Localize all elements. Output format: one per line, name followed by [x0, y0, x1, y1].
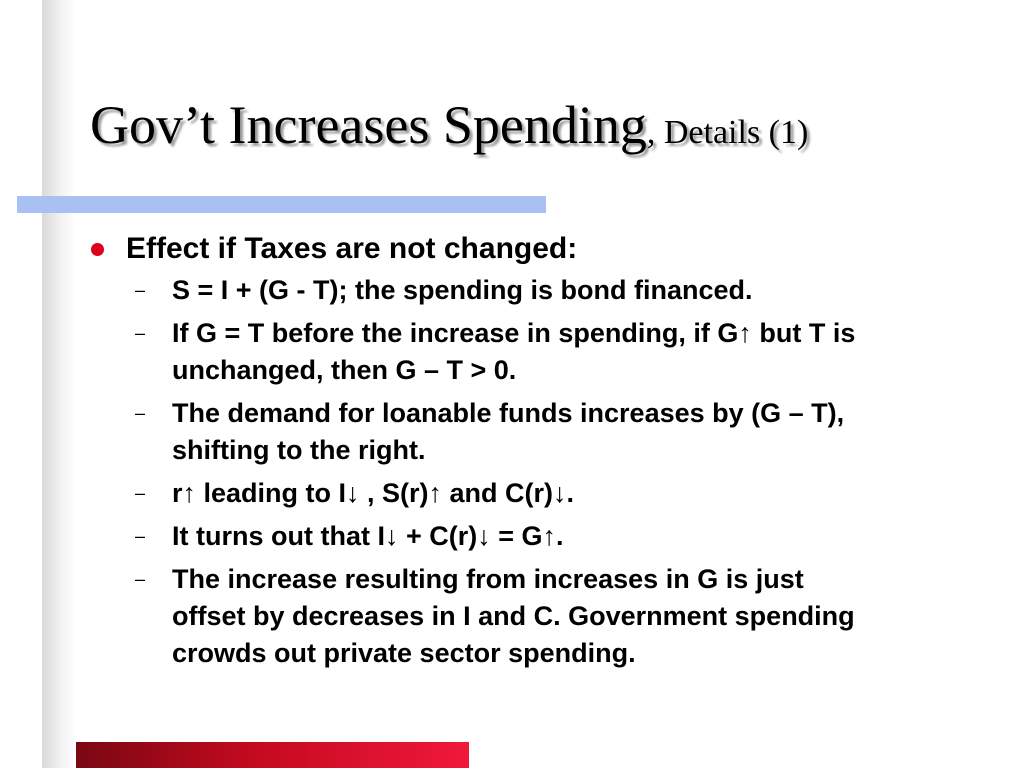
left-gradient-bar [42, 0, 76, 768]
sub-bullet-text: The demand for loanable funds increases by (G – T), shifting to the right. [172, 398, 845, 465]
bullet-text: Effect if Taxes are not changed: [126, 232, 578, 265]
sub-bullet-list [90, 272, 960, 672]
sub-bullet-item [90, 272, 872, 309]
dash-icon: – [135, 569, 146, 589]
bottom-accent-bar [76, 742, 469, 768]
sub-bullet-text: It turns out that I↓ + C(r)↓ = G↑. [172, 521, 564, 551]
title-main: Gov’t Increases Spending [90, 95, 647, 155]
title-underline-bar [17, 196, 546, 213]
sub-bullet-item [90, 395, 872, 469]
sub-bullet-item [90, 561, 872, 672]
sub-bullet-item [90, 475, 872, 512]
sub-bullet-text: The increase resulting from increases in G is just offset by decreases in I and C. Government spending crowds out private sector spending. [172, 564, 855, 668]
title-sub: , Details (1) [646, 114, 809, 151]
dash-icon: – [135, 403, 146, 423]
sub-bullet-text: S = I + (G - T); the spending is bond financed. [172, 275, 753, 305]
slide-body [90, 226, 960, 672]
dash-icon: – [135, 323, 146, 343]
sub-bullet-item [90, 518, 872, 555]
sub-bullet-text: If G = T before the increase in spending, if G↑ but T is unchanged, then G – T > 0. [172, 318, 856, 385]
dash-icon: – [135, 526, 146, 546]
sub-bullet-text: r↑ leading to I↓ , S(r)↑ and C(r)↓. [172, 478, 575, 508]
bullet-dot-icon [91, 243, 104, 256]
sub-bullet-item [90, 315, 872, 389]
bullet-item [90, 226, 960, 272]
dash-icon: – [135, 280, 146, 300]
dash-icon: – [135, 483, 146, 503]
slide-title [90, 95, 809, 155]
